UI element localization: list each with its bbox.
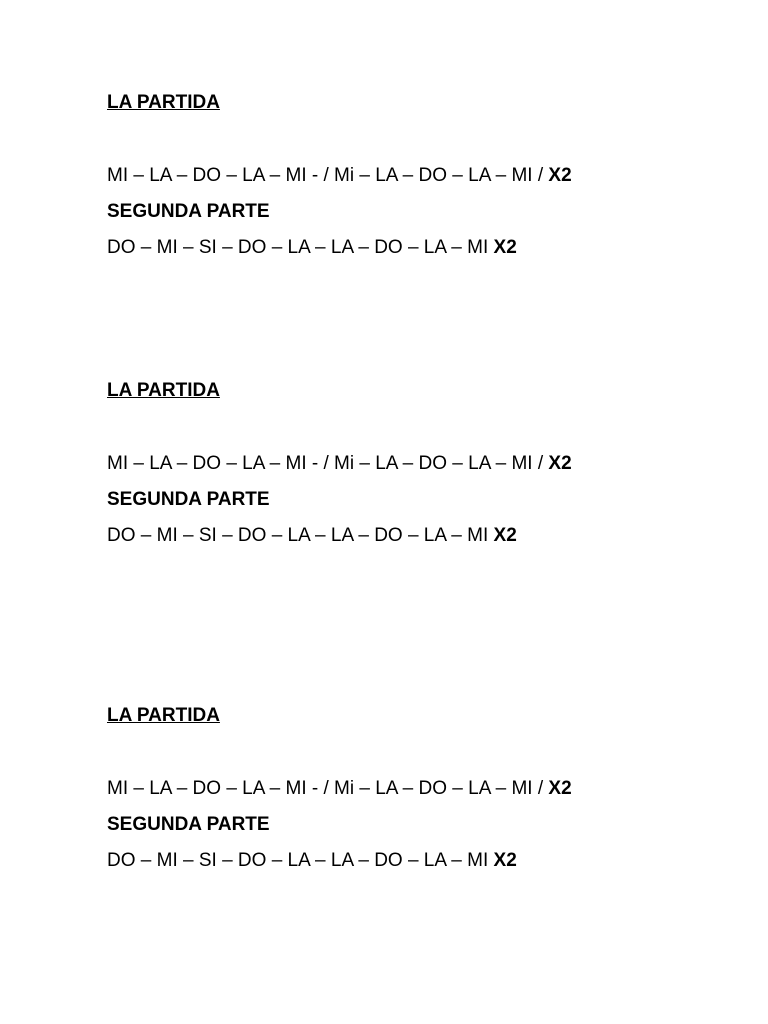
repeat-tag: X2 bbox=[493, 525, 517, 546]
repeat-tag: X2 bbox=[493, 850, 517, 871]
chord-line bbox=[107, 850, 517, 872]
repeat-tag: X2 bbox=[548, 453, 572, 474]
section-subtitle: SEGUNDA PARTE bbox=[107, 814, 270, 835]
repeat-tag: X2 bbox=[548, 778, 572, 799]
section-subtitle: SEGUNDA PARTE bbox=[107, 201, 270, 222]
chord-sequence: MI – LA – DO – LA – MI - / Mi – LA – DO – LA – MI / bbox=[107, 778, 549, 799]
chord-sequence: MI – LA – DO – LA – MI - / Mi – LA – DO – LA – MI / bbox=[107, 453, 549, 474]
repeat-tag: X2 bbox=[493, 237, 517, 258]
section-title: LA PARTIDA bbox=[107, 92, 220, 113]
chord-line bbox=[107, 165, 572, 187]
chord-sequence: MI – LA – DO – LA – MI - / Mi – LA – DO – LA – MI / bbox=[107, 165, 549, 186]
chord-line bbox=[107, 453, 572, 475]
chord-sequence: DO – MI – SI – DO – LA – LA – DO – LA – MI bbox=[107, 237, 494, 258]
chord-line bbox=[107, 525, 517, 547]
chord-line bbox=[107, 237, 517, 259]
chord-line bbox=[107, 778, 572, 800]
section-subtitle: SEGUNDA PARTE bbox=[107, 489, 270, 510]
repeat-tag: X2 bbox=[548, 165, 572, 186]
section-title: LA PARTIDA bbox=[107, 380, 220, 401]
chord-sequence: DO – MI – SI – DO – LA – LA – DO – LA – MI bbox=[107, 525, 494, 546]
section-title: LA PARTIDA bbox=[107, 705, 220, 726]
chord-sequence: DO – MI – SI – DO – LA – LA – DO – LA – MI bbox=[107, 850, 494, 871]
